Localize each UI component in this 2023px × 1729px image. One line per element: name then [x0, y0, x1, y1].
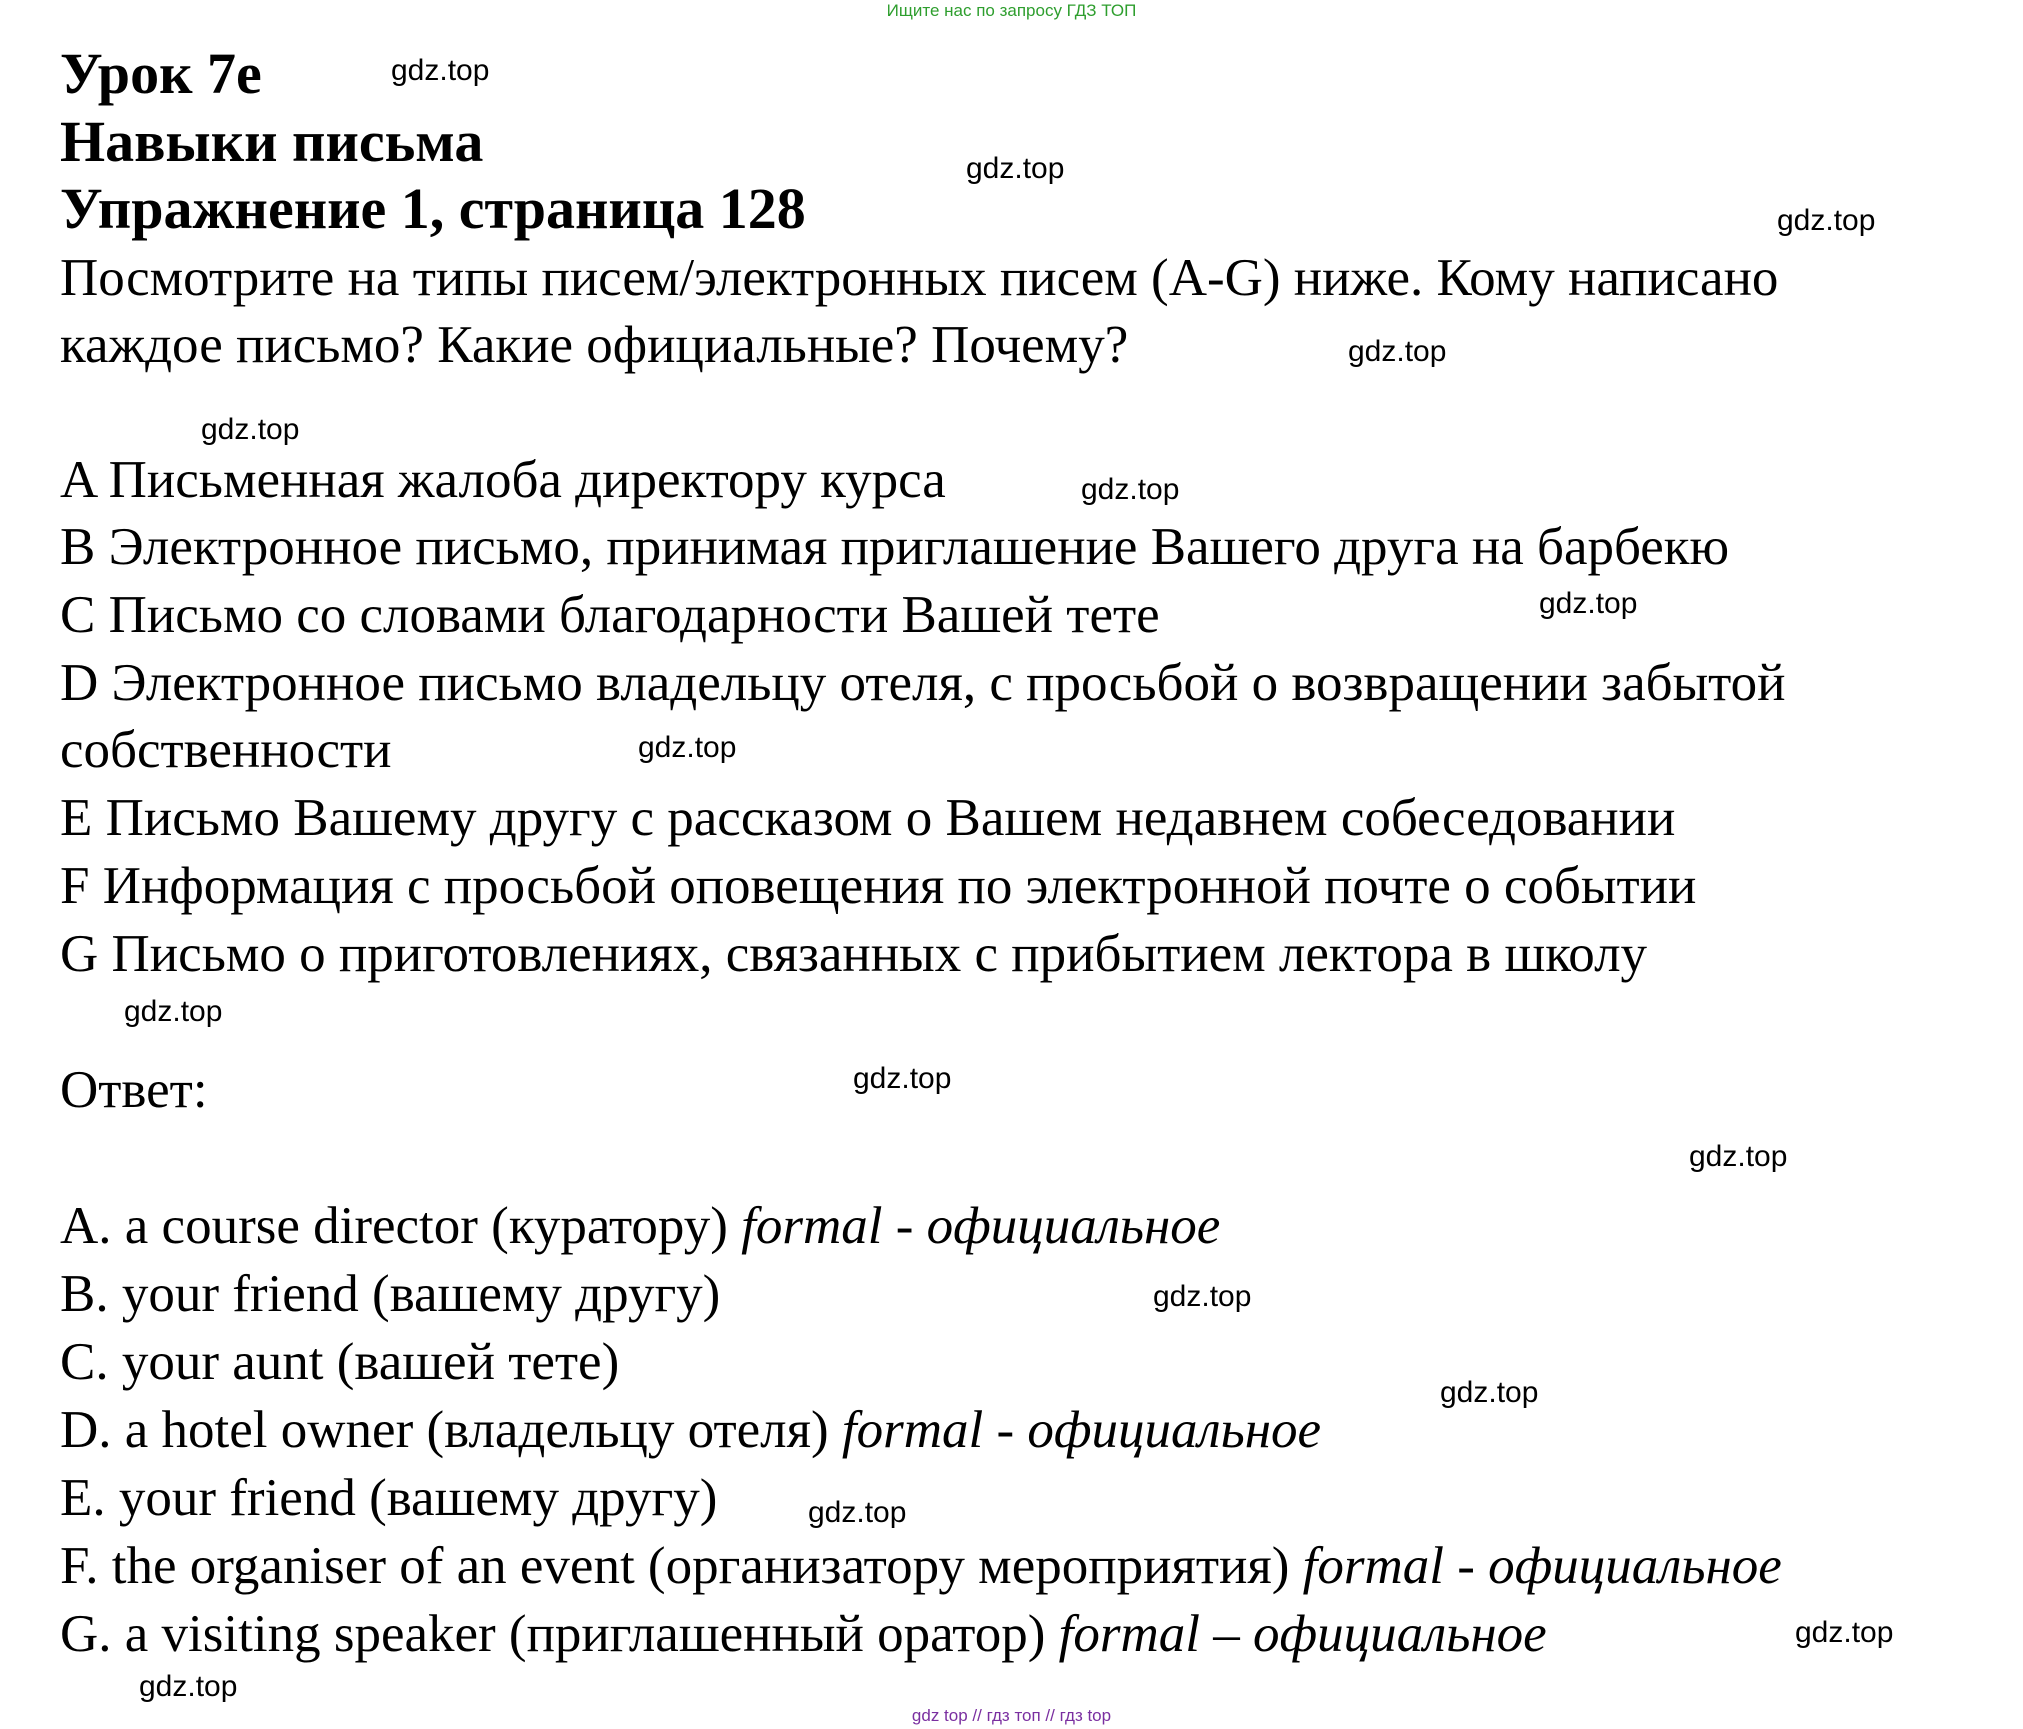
answer-note: formal - официальное: [741, 1197, 1221, 1255]
watermark: gdz.top: [1153, 1280, 1252, 1313]
answer-note: formal – официальное: [1058, 1605, 1547, 1663]
watermark: gdz.top: [966, 152, 1065, 185]
watermark: gdz.top: [391, 54, 490, 87]
top-banner: Ищите нас по запросу ГДЗ ТОП: [886, 1, 1137, 20]
watermark: gdz.top: [139, 1670, 238, 1703]
watermark: gdz.top: [1777, 204, 1876, 237]
list-item-g: G Письмо о приготовлениях, связанных с прибытием лектора в школу: [60, 925, 1648, 983]
answer-c: C. your aunt (вашей тете): [60, 1333, 620, 1391]
watermark: gdz.top: [638, 731, 737, 764]
lesson-title: Урок 7е: [60, 41, 262, 106]
list-item-b: B Электронное письмо, принимая приглашение Вашего друга на барбекю: [60, 518, 1730, 576]
topic-title: Навыки письма: [60, 109, 484, 174]
footer: gdz top // гдз топ // гдз top: [911, 1706, 1112, 1725]
watermark: gdz.top: [124, 995, 223, 1028]
answer-a: A. a course director (куратору) formal - официальное: [60, 1197, 1221, 1255]
answer-d: D. a hotel owner (владельцу отеля) formal - официальное: [60, 1401, 1322, 1459]
answer-b: B. your friend (вашему другу): [60, 1265, 721, 1323]
instruction-line-1: Посмотрите на типы писем/электронных писем (A-G) ниже. Кому написано: [60, 249, 1779, 307]
list-item-f: F Информация с просьбой оповещения по электронной почте о событии: [60, 857, 1697, 915]
watermark: gdz.top: [1440, 1376, 1539, 1409]
answer-label: Ответ:: [60, 1061, 208, 1119]
exercise-title: Упражнение 1, страница 128: [60, 176, 806, 241]
answer-e: E. your friend (вашему другу): [60, 1469, 718, 1527]
instruction-line-2: каждое письмо? Какие официальные? Почему?: [60, 316, 1129, 374]
watermark: gdz.top: [808, 1496, 907, 1529]
answer-f: F. the organiser of an event (организатору мероприятия) formal - официальное: [60, 1537, 1782, 1595]
list-item-d: D Электронное письмо владельцу отеля, с просьбой о возвращении забытой: [60, 654, 1786, 712]
list-item-d-continued: собственности: [60, 721, 392, 779]
watermark: gdz.top: [1689, 1140, 1788, 1173]
list-item-a: A Письменная жалоба директору курса: [60, 451, 946, 509]
watermark: gdz.top: [1081, 473, 1180, 506]
answer-g: G. a visiting speaker (приглашенный оратор) formal – официальное: [60, 1605, 1547, 1663]
answer-note: formal - официальное: [841, 1401, 1322, 1459]
list-item-c: C Письмо со словами благодарности Вашей тете: [60, 586, 1160, 644]
watermark: gdz.top: [1795, 1616, 1894, 1649]
answer-note: formal - официальное: [1302, 1537, 1782, 1595]
list-item-e: E Письмо Вашему другу с рассказом о Вашем недавнем собеседовании: [60, 789, 1676, 847]
watermark: gdz.top: [1348, 335, 1447, 368]
watermark: gdz.top: [1539, 587, 1638, 620]
watermark: gdz.top: [853, 1062, 952, 1095]
watermark: gdz.top: [201, 413, 300, 446]
